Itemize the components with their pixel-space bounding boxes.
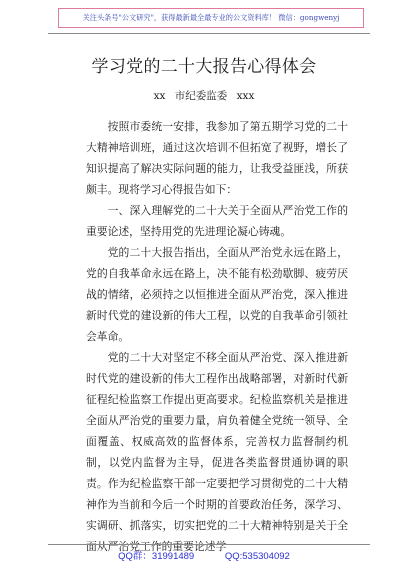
header-notice-text: 关注头条号"公文研究"，获得最新最全最专业的公文资料库！ 微信：gongwenyj bbox=[82, 13, 340, 22]
footer-divider bbox=[48, 544, 370, 545]
header-notice bbox=[58, 8, 364, 28]
body-paragraph: 党的二十大对坚定不移全面从严治党、深入推进新时代党的建设新的伟大工程作出战略部署，对新时代新征程纪检监察工作提出更高要求。纪检监察机关是推进全面从严治党的重要力量，肩负着健全党统一领导、全面覆盖、权威高效的监督体系，完善权力监督制约机制，以党内监督为主导，促进各类监督贯通协调的职责。作为纪检监察干部一定要把学习贯彻党的二十大精神作为当前和今后一个时期的首要政治任务，深学习、实调研、抓落实，切实把党的二十大精神特别是关于全面从严治党工作的重要论述学 bbox=[86, 351, 348, 553]
body-paragraph: 一、深入理解党的二十大关于全面从严治党工作的重要论述，坚持用党的先进理论凝心铸魂。 bbox=[86, 204, 348, 238]
body-paragraph: 党的二十大报告指出，全面从严治党永远在路上，党的自我革命永远在路上，决不能有松劲歇脚、疲劳厌战的情绪，必须持之以恒推进全面从严治党，深入推进新时代党的建设新的伟大工程，以党的自我革命引领社会革命。 bbox=[86, 246, 348, 343]
body-paragraph: 按照市委统一安排，我参加了第五期学习党的二十大精神培训班，通过这次培训不但拓宽了视野，增长了知识提高了解决实际问题的能力，让我受益匪浅，所获颇丰。现将学习心得报告如下： bbox=[86, 120, 348, 196]
header-divider bbox=[48, 33, 370, 34]
document-author: xx 市纪委监委 xxx bbox=[153, 90, 255, 102]
footer-qq-group: QQ群：31991489 bbox=[118, 551, 195, 562]
footer-qq: QQ:535304092 bbox=[224, 551, 290, 562]
document-body bbox=[86, 116, 348, 557]
document-title: 学习党的二十大报告心得体会 bbox=[91, 57, 317, 77]
footer bbox=[0, 548, 408, 562]
